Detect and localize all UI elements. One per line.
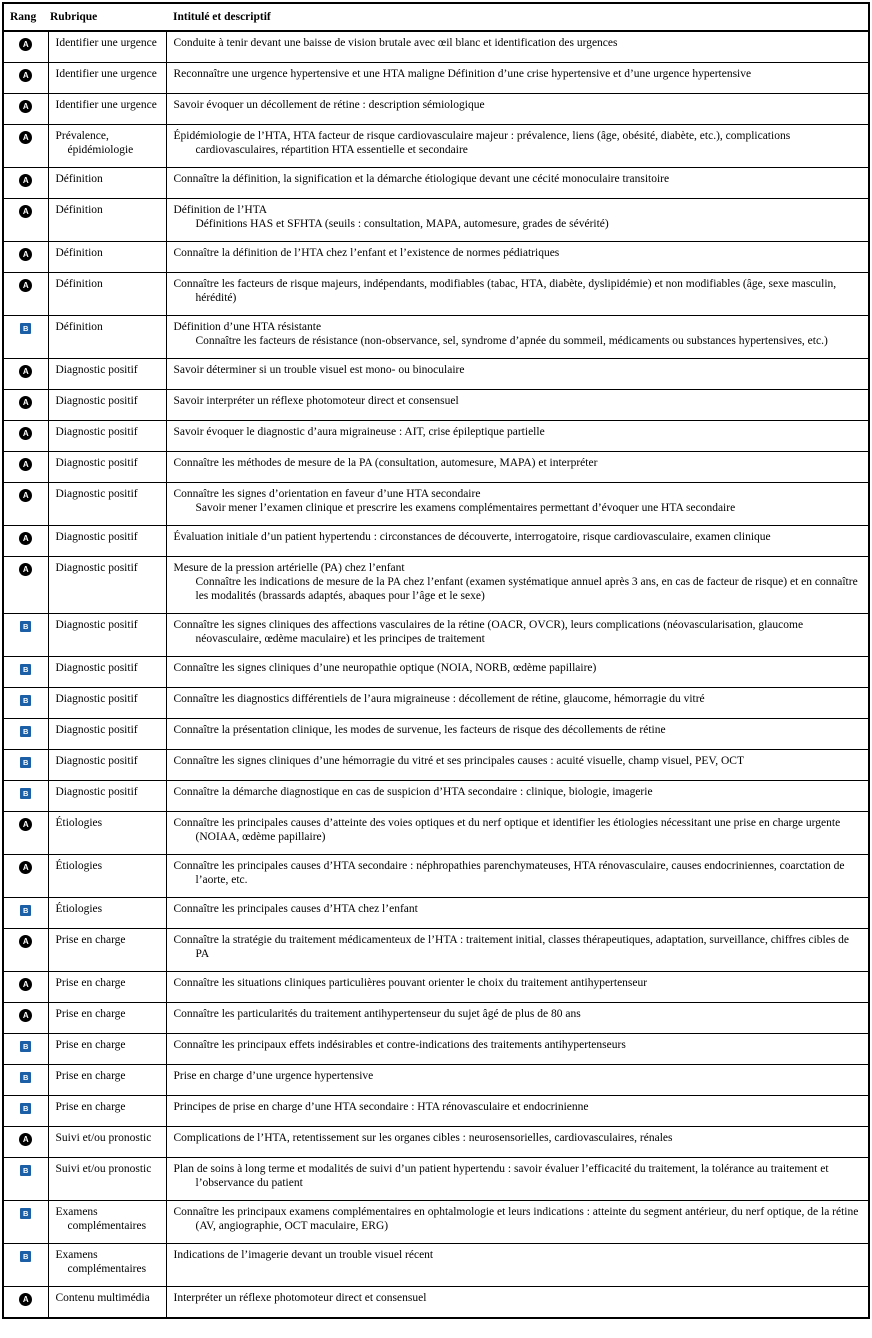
description-line: Connaître la démarche diagnostique en cas de suspicion d’HTA secondaire : clinique, biologie, imagerie xyxy=(173,786,653,798)
rank-b-badge: B xyxy=(20,905,31,916)
description-cell xyxy=(166,63,869,94)
rank-a-badge: A xyxy=(19,1293,32,1306)
description-line: Savoir mener l’examen clinique et prescrire les examens complémentaires permettant d’évoquer une HTA secondaire xyxy=(195,502,736,514)
table-row xyxy=(3,94,869,125)
rubrique-label: Suivi et/ou pronostic xyxy=(55,1132,152,1144)
rank-a-badge: A xyxy=(19,205,32,218)
description-line: Connaître la définition de l’HTA chez l’enfant et l’existence de normes pédiatriques xyxy=(173,247,560,259)
description-cell xyxy=(166,1244,869,1287)
rank-cell xyxy=(3,972,48,1003)
description-cell xyxy=(166,1201,869,1244)
table-row xyxy=(3,855,869,898)
description-line: Savoir évoquer un décollement de rétine : description sémiologique xyxy=(173,99,485,111)
rubrique-cell xyxy=(48,1096,166,1127)
rubrique-label: Prise en charge xyxy=(55,1008,126,1020)
rank-cell xyxy=(3,94,48,125)
rank-a-badge: A xyxy=(19,69,32,82)
description-cell xyxy=(166,168,869,199)
table-row xyxy=(3,1158,869,1201)
table-row xyxy=(3,526,869,557)
rank-cell xyxy=(3,1244,48,1287)
description-line: Reconnaître une urgence hypertensive et une HTA maligne Définition d’une crise hypertensive et d’une urgence hypertensive xyxy=(173,68,752,80)
description-line: Connaître les principaux effets indésirables et contre-indications des traitements antihypertenseurs xyxy=(173,1039,626,1051)
rubrique-cell xyxy=(48,781,166,812)
description-line: Connaître les situations cliniques particulières pouvant orienter le choix du traitement antihypertenseur xyxy=(173,977,648,989)
rank-b-badge: B xyxy=(20,1072,31,1083)
rubrique-cell xyxy=(48,1158,166,1201)
rubrique-label: Étiologies xyxy=(55,817,103,829)
table-row xyxy=(3,781,869,812)
table-row xyxy=(3,199,869,242)
rubrique-label: Diagnostic positif xyxy=(55,426,138,438)
description-line: Connaître les méthodes de mesure de la PA (consultation, automesure, MAPA) et interpréter xyxy=(173,457,598,469)
description-cell xyxy=(166,242,869,273)
rubrique-cell xyxy=(48,125,166,168)
table-row xyxy=(3,421,869,452)
rubrique-label: Diagnostic positif xyxy=(55,395,138,407)
rank-cell xyxy=(3,750,48,781)
rank-cell xyxy=(3,657,48,688)
description-line: Indications de l’imagerie devant un trouble visuel récent xyxy=(173,1249,434,1261)
description-line: Définition d’une HTA résistante xyxy=(173,321,322,333)
rank-a-badge: A xyxy=(19,396,32,409)
rubrique-cell xyxy=(48,1065,166,1096)
rubrique-cell xyxy=(48,972,166,1003)
rank-cell xyxy=(3,557,48,614)
description-line: Connaître les particularités du traitement antihypertenseur du sujet âgé de plus de 80 ans xyxy=(173,1008,581,1020)
description-cell xyxy=(166,483,869,526)
description-cell xyxy=(166,1287,869,1319)
description-cell xyxy=(166,750,869,781)
rubrique-label: Examens complémentaires xyxy=(55,1206,147,1232)
description-line: Connaître les principaux examens complémentaires en ophtalmologie et leurs indications : atteinte du segment antérieur, du nerf optique, de la rétine (AV, angiographie, OCT maculaire, ERG) xyxy=(173,1206,859,1232)
description-cell xyxy=(166,94,869,125)
rank-a-badge: A xyxy=(19,365,32,378)
rubrique-cell xyxy=(48,557,166,614)
table-row xyxy=(3,719,869,750)
rank-cell xyxy=(3,688,48,719)
rank-cell xyxy=(3,1201,48,1244)
table-row xyxy=(3,168,869,199)
description-cell xyxy=(166,929,869,972)
description-cell xyxy=(166,657,869,688)
rubrique-label: Définition xyxy=(55,278,103,290)
rubrique-cell xyxy=(48,1127,166,1158)
description-line: Définitions HAS et SFHTA (seuils : consultation, MAPA, automesure, grades de sévérité) xyxy=(195,218,609,230)
rubrique-cell xyxy=(48,929,166,972)
rank-cell xyxy=(3,125,48,168)
rank-a-badge: A xyxy=(19,458,32,471)
description-line: Connaître les signes d’orientation en faveur d’une HTA secondaire xyxy=(173,488,481,500)
rank-b-badge: B xyxy=(20,757,31,768)
rank-cell xyxy=(3,855,48,898)
table-row xyxy=(3,657,869,688)
rubrique-label: Diagnostic positif xyxy=(55,562,138,574)
rubrique-label: Diagnostic positif xyxy=(55,755,138,767)
description-cell xyxy=(166,719,869,750)
rubrique-label: Prise en charge xyxy=(55,1101,126,1113)
rubrique-cell xyxy=(48,614,166,657)
rubrique-cell xyxy=(48,199,166,242)
column-header-intitule: Intitulé et descriptif xyxy=(166,3,869,31)
rubrique-label: Prévalence, épidémiologie xyxy=(55,130,134,156)
rank-cell xyxy=(3,781,48,812)
rank-cell xyxy=(3,614,48,657)
rank-cell xyxy=(3,168,48,199)
rank-cell xyxy=(3,242,48,273)
rubrique-cell xyxy=(48,898,166,929)
rank-cell xyxy=(3,316,48,359)
rubrique-label: Suivi et/ou pronostic xyxy=(55,1163,152,1175)
description-line: Connaître les diagnostics différentiels de l’aura migraineuse : décollement de rétine, glaucome, hémorragie du vitré xyxy=(173,693,705,705)
description-cell xyxy=(166,972,869,1003)
rubrique-label: Diagnostic positif xyxy=(55,488,138,500)
rank-b-badge: B xyxy=(20,1041,31,1052)
description-line: Connaître les signes cliniques d’une neuropathie optique (NOIA, NORB, œdème papillaire) xyxy=(173,662,597,674)
rubrique-label: Prise en charge xyxy=(55,1070,126,1082)
rubrique-cell xyxy=(48,1287,166,1319)
table-row xyxy=(3,242,869,273)
rubrique-cell xyxy=(48,273,166,316)
rank-cell xyxy=(3,526,48,557)
rubrique-label: Identifier une urgence xyxy=(55,99,157,111)
description-line: Savoir déterminer si un trouble visuel est mono- ou binoculaire xyxy=(173,364,465,376)
rank-cell xyxy=(3,929,48,972)
description-line: Conduite à tenir devant une baisse de vision brutale avec œil blanc et identification des urgences xyxy=(173,37,618,49)
table-row xyxy=(3,1287,869,1319)
rubrique-label: Prise en charge xyxy=(55,934,126,946)
rank-b-badge: B xyxy=(20,726,31,737)
rank-cell xyxy=(3,31,48,63)
description-cell xyxy=(166,614,869,657)
rank-a-badge: A xyxy=(19,427,32,440)
rubrique-label: Définition xyxy=(55,204,103,216)
rubrique-cell xyxy=(48,390,166,421)
rubrique-cell xyxy=(48,168,166,199)
table-row xyxy=(3,1065,869,1096)
rubrique-cell xyxy=(48,1201,166,1244)
rank-cell xyxy=(3,1096,48,1127)
table-row xyxy=(3,688,869,719)
table-body xyxy=(3,31,869,1318)
rank-a-badge: A xyxy=(19,248,32,261)
table-row xyxy=(3,972,869,1003)
rank-cell xyxy=(3,1127,48,1158)
description-line: Interpréter un réflexe photomoteur direct et consensuel xyxy=(173,1292,427,1304)
table-row xyxy=(3,483,869,526)
rubrique-label: Diagnostic positif xyxy=(55,457,138,469)
rank-cell xyxy=(3,812,48,855)
rubrique-label: Diagnostic positif xyxy=(55,724,138,736)
table-header xyxy=(3,3,869,31)
description-cell xyxy=(166,812,869,855)
rank-a-badge: A xyxy=(19,38,32,51)
description-cell xyxy=(166,526,869,557)
description-line: Connaître la définition, la signification et la démarche étiologique devant une cécité monoculaire transitoire xyxy=(173,173,670,185)
rubrique-cell xyxy=(48,94,166,125)
rubrique-label: Diagnostic positif xyxy=(55,662,138,674)
rubrique-label: Diagnostic positif xyxy=(55,531,138,543)
header-row xyxy=(3,3,869,31)
rank-b-badge: B xyxy=(20,1103,31,1114)
column-header-rubrique: Rubrique xyxy=(48,3,166,31)
description-cell xyxy=(166,390,869,421)
rank-cell xyxy=(3,273,48,316)
description-cell xyxy=(166,898,869,929)
table-row xyxy=(3,929,869,972)
rubrique-label: Diagnostic positif xyxy=(55,364,138,376)
rank-cell xyxy=(3,1003,48,1034)
description-line: Connaître la présentation clinique, les modes de survenue, les facteurs de risque des décollements de rétine xyxy=(173,724,666,736)
table-row xyxy=(3,63,869,94)
rubrique-cell xyxy=(48,688,166,719)
description-cell xyxy=(166,31,869,63)
table-row xyxy=(3,359,869,390)
rubrique-label: Diagnostic positif xyxy=(55,786,138,798)
rank-b-badge: B xyxy=(20,1251,31,1262)
competency-table xyxy=(2,2,870,1319)
rubrique-cell xyxy=(48,1034,166,1065)
description-cell xyxy=(166,1158,869,1201)
description-cell xyxy=(166,557,869,614)
table-row xyxy=(3,390,869,421)
description-cell xyxy=(166,688,869,719)
table-row xyxy=(3,1201,869,1244)
description-cell xyxy=(166,273,869,316)
description-line: Connaître les principales causes d’HTA secondaire : néphropathies parenchymateuses, HTA rénovasculaire, causes endocriniennes, coarctation de l’aorte, etc. xyxy=(173,860,845,886)
table-row xyxy=(3,273,869,316)
rank-a-badge: A xyxy=(19,100,32,113)
rank-b-badge: B xyxy=(20,788,31,799)
description-cell xyxy=(166,1127,869,1158)
rubrique-cell xyxy=(48,657,166,688)
description-line: Savoir interpréter un réflexe photomoteur direct et consensuel xyxy=(173,395,459,407)
description-line: Connaître les signes cliniques des affections vasculaires de la rétine (OACR, OVCR), leurs complications (néovascularisation, glaucome néovasculaire, œdème maculaire) et les principes de traitement xyxy=(173,619,804,645)
description-line: Complications de l’HTA, retentissement sur les organes cibles : neurosensorielles, cardiovasculaires, rénales xyxy=(173,1132,673,1144)
description-line: Épidémiologie de l’HTA, HTA facteur de risque cardiovasculaire majeur : prévalence, liens (âge, obésité, diabète, etc.), complications cardiovasculaires, répartition HTA essentielle et secondaire xyxy=(173,130,791,156)
description-line: Connaître la stratégie du traitement médicamenteux de l’HTA : traitement initial, classes thérapeutiques, adaptation, surveillance, chiffres cibles de PA xyxy=(173,934,850,960)
description-cell xyxy=(166,1065,869,1096)
table-row xyxy=(3,316,869,359)
table-row xyxy=(3,557,869,614)
rubrique-cell xyxy=(48,526,166,557)
rank-cell xyxy=(3,390,48,421)
table-row xyxy=(3,1244,869,1287)
description-line: Connaître les principales causes d’HTA chez l’enfant xyxy=(173,903,418,915)
rank-b-badge: B xyxy=(20,695,31,706)
rank-cell xyxy=(3,359,48,390)
rubrique-label: Étiologies xyxy=(55,860,103,872)
rubrique-label: Contenu multimédia xyxy=(55,1292,150,1304)
rank-a-badge: A xyxy=(19,978,32,991)
rank-cell xyxy=(3,1287,48,1319)
rank-b-badge: B xyxy=(20,323,31,334)
rubrique-cell xyxy=(48,1003,166,1034)
rank-a-badge: A xyxy=(19,131,32,144)
rank-cell xyxy=(3,63,48,94)
description-line: Principes de prise en charge d’une HTA secondaire : HTA rénovasculaire et endocrinienne xyxy=(173,1101,589,1113)
rank-cell xyxy=(3,1158,48,1201)
table-row xyxy=(3,614,869,657)
rank-a-badge: A xyxy=(19,861,32,874)
description-cell xyxy=(166,855,869,898)
rubrique-cell xyxy=(48,316,166,359)
rubrique-cell xyxy=(48,452,166,483)
rank-b-badge: B xyxy=(20,664,31,675)
rank-b-badge: B xyxy=(20,621,31,632)
description-line: Mesure de la pression artérielle (PA) chez l’enfant xyxy=(173,562,405,574)
rubrique-label: Définition xyxy=(55,321,103,333)
table-row xyxy=(3,1003,869,1034)
rank-cell xyxy=(3,1065,48,1096)
table-row xyxy=(3,812,869,855)
description-cell xyxy=(166,199,869,242)
rubrique-cell xyxy=(48,63,166,94)
rubrique-label: Prise en charge xyxy=(55,1039,126,1051)
description-line: Connaître les facteurs de résistance (non-observance, sel, syndrome d’apnée du sommeil, médicaments ou substances hypertensives, etc.) xyxy=(195,335,828,347)
rubrique-cell xyxy=(48,242,166,273)
rank-a-badge: A xyxy=(19,1133,32,1146)
rubrique-cell xyxy=(48,421,166,452)
description-line: Connaître les principales causes d’atteinte des voies optiques et du nerf optique et identifier les étiologies nécessitant une prise en charge urgente (NOIAA, œdème papillaire) xyxy=(173,817,841,843)
rank-cell xyxy=(3,719,48,750)
table-row xyxy=(3,452,869,483)
table-row xyxy=(3,31,869,63)
description-cell xyxy=(166,1034,869,1065)
description-line: Connaître les facteurs de risque majeurs, indépendants, modifiables (tabac, HTA, diabète, dyslipidémie) et non modifiables (âge, sexe masculin, hérédité) xyxy=(173,278,837,304)
description-line: Connaître les signes cliniques d’une hémorragie du vitré et ses principales causes : acuité visuelle, champ visuel, PEV, OCT xyxy=(173,755,744,767)
rubrique-cell xyxy=(48,750,166,781)
rank-a-badge: A xyxy=(19,279,32,292)
rank-cell xyxy=(3,421,48,452)
table-row xyxy=(3,898,869,929)
rubrique-label: Définition xyxy=(55,173,103,185)
rubrique-label: Étiologies xyxy=(55,903,103,915)
table-row xyxy=(3,1034,869,1065)
description-cell xyxy=(166,421,869,452)
description-line: Évaluation initiale d’un patient hypertendu : circonstances de découverte, interrogatoire, risque cardiovasculaire, examen clinique xyxy=(173,531,771,543)
rubrique-label: Identifier une urgence xyxy=(55,68,157,80)
description-cell xyxy=(166,125,869,168)
rubrique-label: Diagnostic positif xyxy=(55,619,138,631)
rank-a-badge: A xyxy=(19,489,32,502)
rank-a-badge: A xyxy=(19,532,32,545)
rubrique-cell xyxy=(48,1244,166,1287)
column-header-rang: Rang xyxy=(3,3,48,31)
table-row xyxy=(3,750,869,781)
rubrique-cell xyxy=(48,483,166,526)
rank-b-badge: B xyxy=(20,1208,31,1219)
rubrique-label: Diagnostic positif xyxy=(55,693,138,705)
rank-a-badge: A xyxy=(19,1009,32,1022)
description-line: Définition de l’HTA xyxy=(173,204,268,216)
rubrique-label: Examens complémentaires xyxy=(55,1249,147,1275)
rubrique-cell xyxy=(48,31,166,63)
table-row xyxy=(3,1096,869,1127)
rubrique-cell xyxy=(48,359,166,390)
rubrique-cell xyxy=(48,719,166,750)
description-line: Prise en charge d’une urgence hypertensive xyxy=(173,1070,374,1082)
description-line: Connaître les indications de mesure de la PA chez l’enfant (examen systématique annuel après 3 ans, en cas de facteur de risque) et en connaître les modalités (brassards adaptés, abaques pour l’âge et le sexe) xyxy=(195,576,858,602)
rank-a-badge: A xyxy=(19,818,32,831)
rubrique-label: Définition xyxy=(55,247,103,259)
description-cell xyxy=(166,316,869,359)
description-line: Plan de soins à long terme et modalités de suivi d’un patient hypertendu : savoir évaluer l’efficacité du traitement, la tolérance au traitement et l’observance du patient xyxy=(173,1163,829,1189)
rank-cell xyxy=(3,199,48,242)
description-cell xyxy=(166,452,869,483)
rubrique-label: Prise en charge xyxy=(55,977,126,989)
rank-a-badge: A xyxy=(19,935,32,948)
description-cell xyxy=(166,1003,869,1034)
rubrique-cell xyxy=(48,855,166,898)
rank-a-badge: A xyxy=(19,563,32,576)
description-cell xyxy=(166,1096,869,1127)
rank-b-badge: B xyxy=(20,1165,31,1176)
description-cell xyxy=(166,781,869,812)
table-row xyxy=(3,125,869,168)
description-cell xyxy=(166,359,869,390)
rank-cell xyxy=(3,452,48,483)
rubrique-label: Identifier une urgence xyxy=(55,37,157,49)
description-line: Savoir évoquer le diagnostic d’aura migraineuse : AIT, crise épileptique partielle xyxy=(173,426,545,438)
rank-cell xyxy=(3,898,48,929)
rank-cell xyxy=(3,1034,48,1065)
rank-a-badge: A xyxy=(19,174,32,187)
rubrique-cell xyxy=(48,812,166,855)
rank-cell xyxy=(3,483,48,526)
table-row xyxy=(3,1127,869,1158)
